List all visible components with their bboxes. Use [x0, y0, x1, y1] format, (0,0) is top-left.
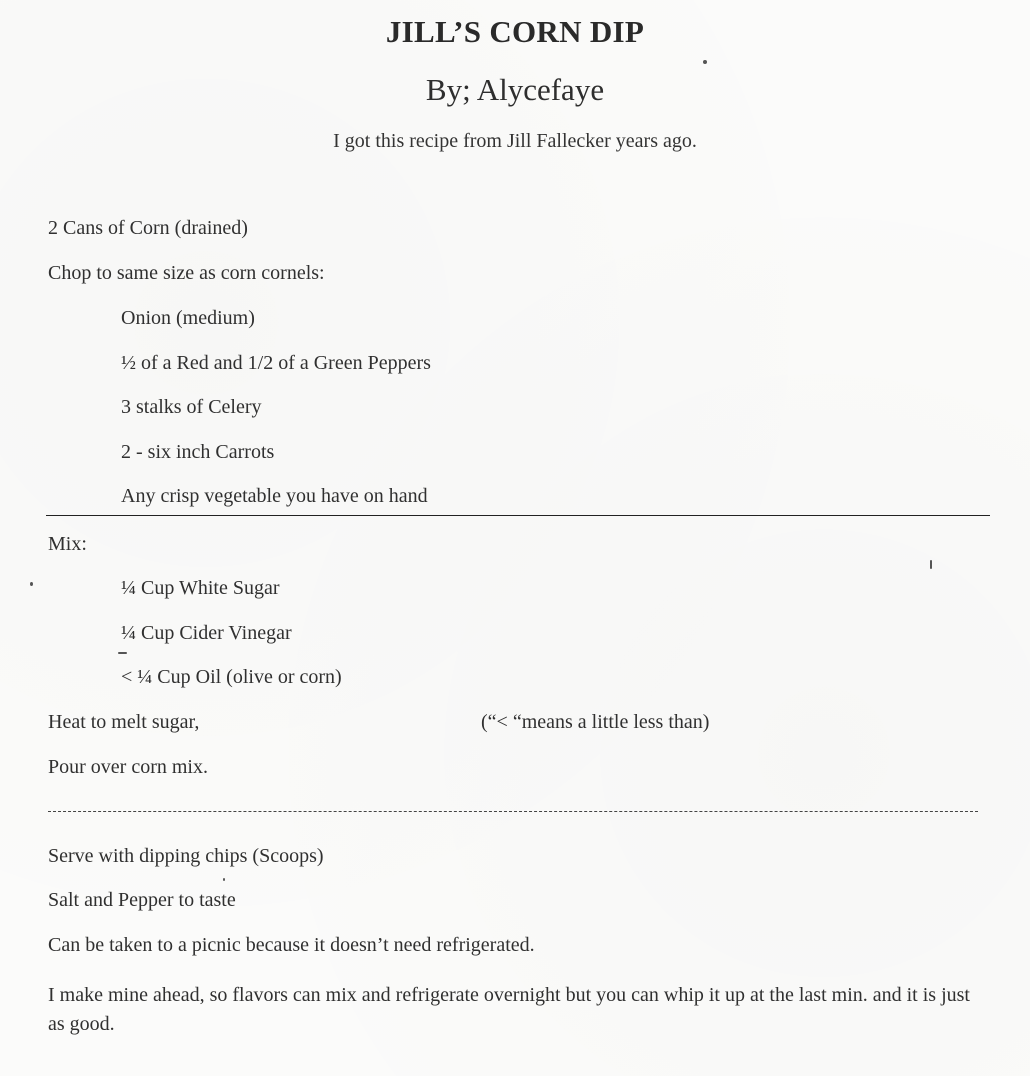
make-ahead-note: I make mine ahead, so flavors can mix and refrigerate overnight but you can whip it up at the last min. and it is just as good.: [48, 984, 970, 1035]
section-divider-solid: [46, 515, 990, 516]
ingredient-corn: 2 Cans of Corn (drained): [48, 217, 248, 239]
picnic-note: Can be taken to a picnic because it doesn’t need refrigerated.: [48, 934, 535, 956]
ingredient-celery: 3 stalks of Celery: [121, 396, 262, 418]
ingredient-onion: Onion (medium): [121, 307, 255, 329]
chop-heading: Chop to same size as corn cornels:: [48, 262, 325, 284]
scan-speck: [703, 60, 707, 64]
ingredient-other-vegetable: Any crisp vegetable you have on hand: [121, 485, 428, 507]
ingredient-vinegar: ¼ Cup Cider Vinegar: [121, 622, 292, 644]
heat-instruction: Heat to melt sugar,: [48, 711, 200, 733]
ingredient-oil: < ¼ Cup Oil (olive or corn): [121, 666, 342, 688]
serve-note: Serve with dipping chips (Scoops): [48, 845, 324, 867]
ingredient-carrots: 2 - six inch Carrots: [121, 441, 275, 463]
recipe-title: JILL’S CORN DIP: [385, 14, 645, 49]
pour-instruction: Pour over corn mix.: [48, 756, 208, 778]
scan-speck: [30, 582, 33, 586]
recipe-byline: By; Alycefaye: [425, 72, 605, 107]
ingredient-peppers: ½ of a Red and 1/2 of a Green Peppers: [121, 352, 431, 374]
mix-heading: Mix:: [48, 533, 87, 555]
section-divider-dashed: [48, 811, 978, 812]
scan-speck: [223, 878, 225, 881]
scan-speck: [930, 560, 932, 569]
seasoning-note: Salt and Pepper to taste: [48, 889, 236, 911]
ingredient-sugar: ¼ Cup White Sugar: [121, 577, 280, 599]
less-than-note: (“< “means a little less than): [481, 711, 710, 733]
recipe-intro: I got this recipe from Jill Fallecker years ago.: [333, 130, 697, 152]
scan-speck: [118, 652, 127, 654]
